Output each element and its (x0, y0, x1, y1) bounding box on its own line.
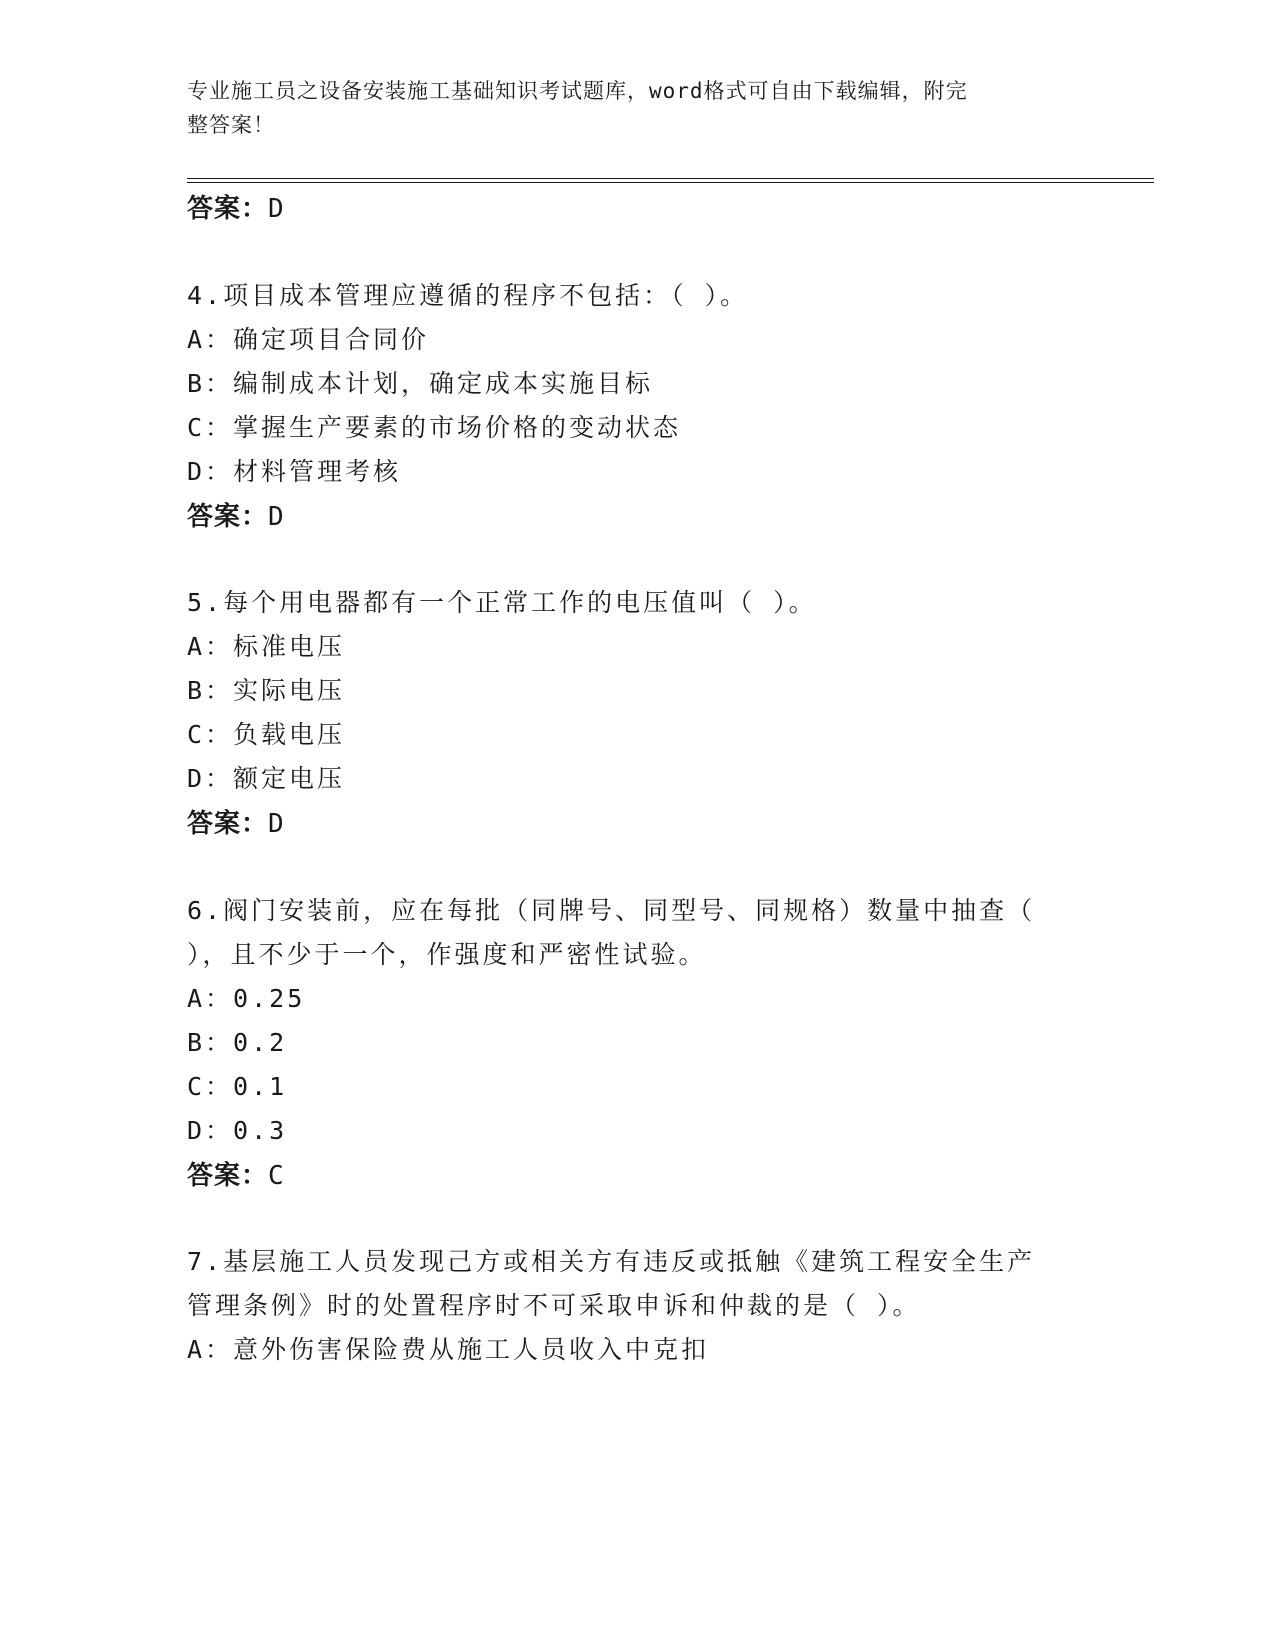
question-7-option-a: A：意外伤害保险费从施工人员收入中克扣 (187, 1335, 710, 1364)
answer-label: 答案： (187, 809, 269, 839)
answer-prev (187, 188, 285, 225)
answer-label: 答案： (187, 502, 269, 532)
answer-label: 答案： (187, 194, 269, 224)
question-5-option-b: B：实际电压 (187, 676, 346, 705)
question-6-stem-line-1: 6.阀门安装前，应在每批（同牌号、同型号、同规格）数量中抽查（ (187, 896, 1036, 925)
answer-value: D (268, 194, 285, 224)
answer-label: 答案： (187, 1161, 269, 1191)
question-6-option-c: C：0.1 (187, 1072, 288, 1101)
question-4-stem: 4.项目成本管理应遵循的程序不包括：（ ）。 (187, 281, 749, 310)
header-line-1: 专业施工员之设备安装施工基础知识考试题库，word格式可自由下载编辑，附完 (187, 79, 968, 103)
question-5-option-c: C：负载电压 (187, 720, 346, 749)
question-5-option-a: A：标准电压 (187, 632, 346, 661)
question-4-option-c: C：掌握生产要素的市场价格的变动状态 (187, 413, 682, 442)
question-6-option-a: A：0.25 (187, 984, 306, 1013)
question-4-answer (187, 496, 285, 533)
question-6-stem-line-2: ），且不少于一个，作强度和严密性试验。 (187, 940, 707, 969)
header-rule-top (187, 178, 1154, 179)
header-rule-bottom (187, 182, 1154, 183)
question-4-option-d: D：材料管理考核 (187, 457, 402, 486)
question-6-option-d: D：0.3 (187, 1116, 288, 1145)
question-4-option-a: A：确定项目合同价 (187, 325, 430, 354)
answer-value: D (268, 809, 285, 839)
question-7-stem-line-1: 7.基层施工人员发现己方或相关方有违反或抵触《建筑工程安全生产 (187, 1247, 1036, 1276)
page-header (187, 74, 1077, 142)
question-5-answer (187, 803, 285, 840)
question-5-option-d: D：额定电压 (187, 764, 346, 793)
question-4-option-b: B：编制成本计划，确定成本实施目标 (187, 369, 654, 398)
question-6-answer (187, 1155, 285, 1192)
answer-value: C (268, 1161, 285, 1191)
question-7-stem-line-2: 管理条例》时的处置程序时不可采取申诉和仲裁的是（ ）。 (187, 1291, 921, 1320)
answer-value: D (268, 502, 285, 532)
question-5-stem: 5.每个用电器都有一个正常工作的电压值叫（ ）。 (187, 588, 817, 617)
header-line-2: 整答案！ (187, 113, 275, 137)
question-6-option-b: B：0.2 (187, 1028, 288, 1057)
